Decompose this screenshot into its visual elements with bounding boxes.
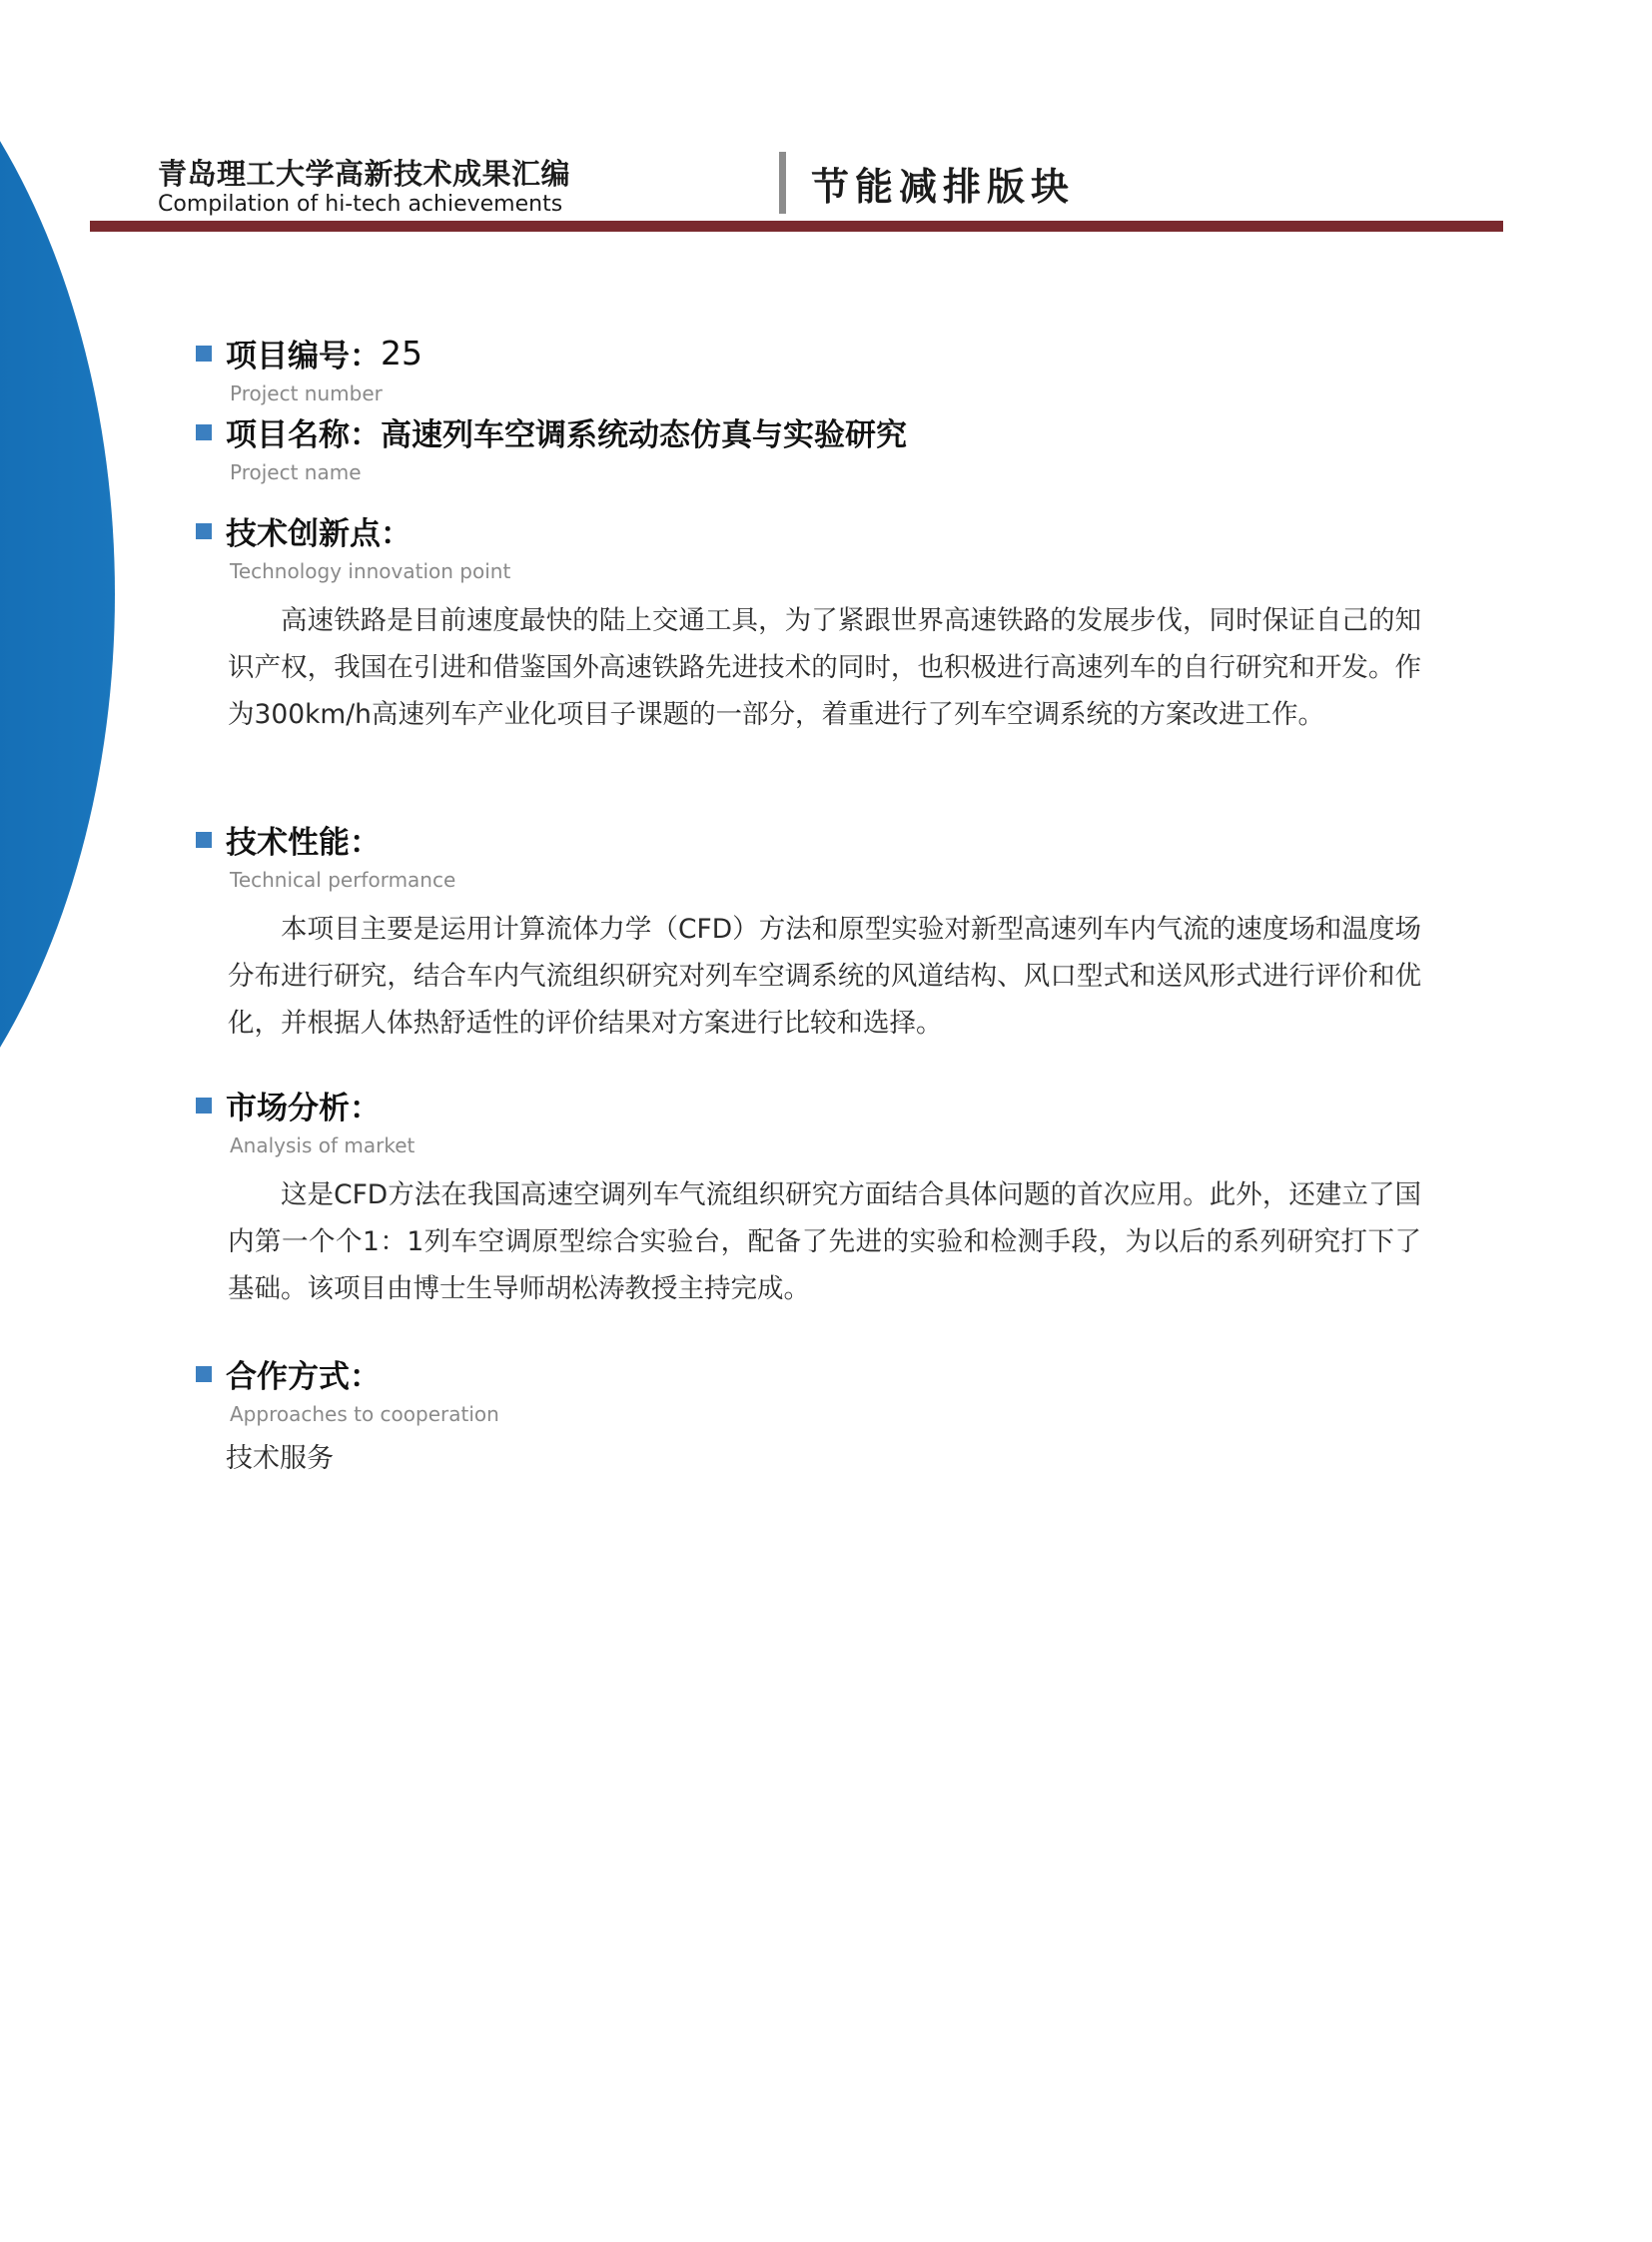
field-head: [196, 1351, 1424, 1396]
square-bullet-icon: [196, 424, 212, 440]
field-label: 技术创新点：: [226, 516, 412, 552]
header-rule: [90, 221, 1503, 232]
field-label: 项目名称：: [226, 417, 381, 453]
field-label: 市场分析：: [226, 1091, 381, 1126]
field-subtitle: Technical performance: [230, 868, 456, 892]
field-cooperation: [196, 1351, 1424, 1475]
field-innovation: [196, 508, 1424, 738]
field-head: [196, 409, 1424, 454]
header-en-title: Compilation of hi-tech achievements: [158, 192, 563, 217]
field-head: [196, 508, 1424, 553]
field-label: 合作方式：: [226, 1359, 381, 1395]
field-project-number: [196, 331, 1424, 405]
header-cn-title: 青岛理工大学高新技术成果汇编: [158, 157, 571, 191]
field-label: 项目编号：: [226, 339, 381, 374]
field-label: 技术性能：: [226, 825, 381, 861]
square-bullet-icon: [196, 832, 212, 848]
section-title: 节能减排版块: [811, 164, 1076, 209]
field-project-name: [196, 409, 1424, 484]
field-subtitle: Technology innovation point: [230, 559, 511, 583]
performance-paragraph: 本项目主要是运用计算流体力学（CFD）方法和原型实验对新型高速列车内气流的速度场和温度场分布进行研究，结合车内气流组织研究对列车空调系统的风道结构、风口型式和送风形式进行评价和优化，并根据人体热舒适性的评价结果对方案进行比较和选择。: [228, 914, 1421, 1039]
field-head: [196, 1083, 1424, 1127]
field-head: [196, 817, 1424, 862]
square-bullet-icon: [196, 1098, 212, 1114]
field-subtitle: Project name: [230, 460, 362, 484]
field-subtitle: Approaches to cooperation: [230, 1402, 499, 1426]
square-bullet-icon: [196, 346, 212, 362]
field-subtitle: Analysis of market: [230, 1133, 415, 1157]
field-performance: [196, 817, 1424, 1047]
cooperation-value: 技术服务: [226, 1443, 334, 1474]
square-bullet-icon: [196, 523, 212, 539]
field-subtitle: Project number: [230, 381, 383, 405]
project-number-value: 25: [381, 334, 422, 373]
market-paragraph: 这是CFD方法在我国高速空调列车气流组织研究方面结合具体问题的首次应用。此外，还建立了国内第一个个1：1列车空调原型综合实验台，配备了先进的实验和检测手段，为以后的系列研究打下了基础。该项目由博士生导师胡松涛教授主持完成。: [228, 1179, 1421, 1304]
decorative-side-arc: [0, 0, 115, 1268]
square-bullet-icon: [196, 1366, 212, 1382]
field-head: [196, 331, 1424, 375]
innovation-paragraph: 高速铁路是目前速度最快的陆上交通工具，为了紧跟世界高速铁路的发展步伐，同时保证自己的知识产权，我国在引进和借鉴国外高速铁路先进技术的同时，也积极进行高速列车的自行研究和开发。作为300km/h高速列车产业化项目子课题的一部分，着重进行了列车空调系统的方案改进工作。: [228, 605, 1421, 730]
header-divider: [779, 152, 786, 214]
field-market: [196, 1083, 1424, 1312]
project-name-value: 高速列车空调系统动态仿真与实验研究: [381, 417, 907, 453]
